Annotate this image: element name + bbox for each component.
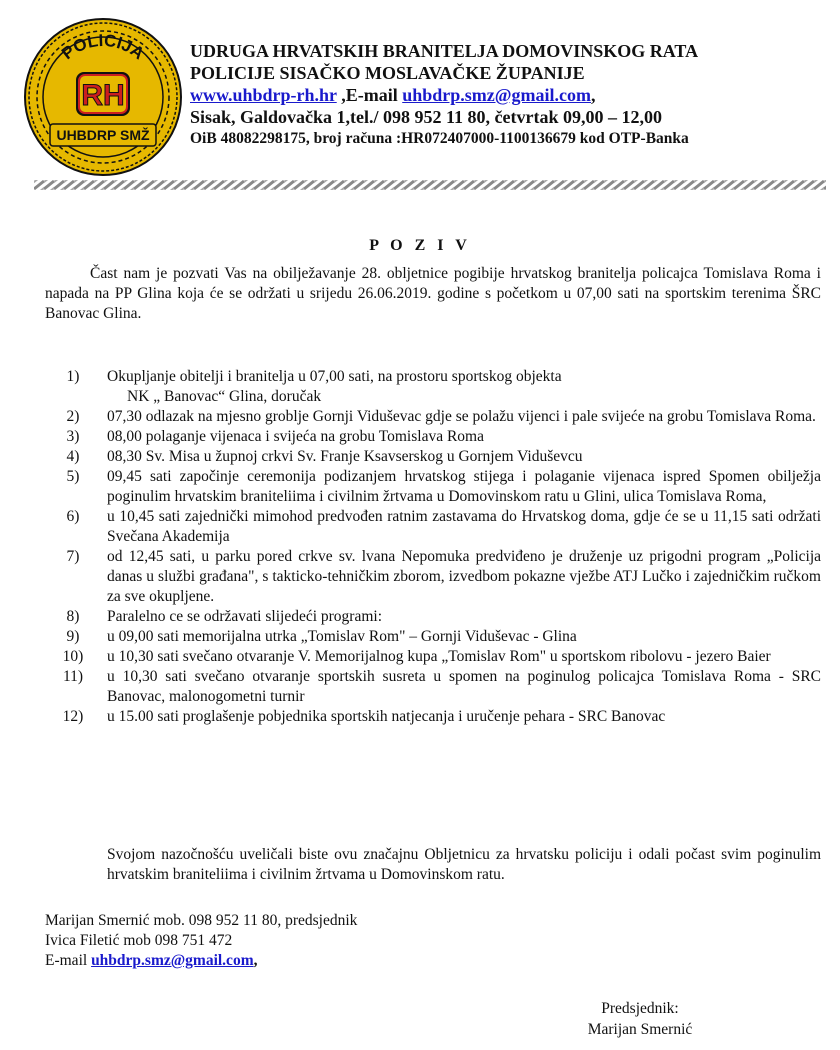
contact-email-link[interactable]: uhbdrp.smz@gmail.com: [91, 952, 254, 969]
program-item-text: 07,30 odlazak na mjesno groblje Gornji Viduševac gdje se polažu vijenci i pale svijeće na grobu Tomislava Roma.: [107, 408, 816, 425]
program-item: [45, 627, 821, 647]
program-item-number: 6): [66, 508, 80, 525]
program-item: [45, 707, 821, 727]
email-link[interactable]: uhbdrp.smz@gmail.com: [402, 85, 591, 105]
program-item-number: 1): [66, 368, 80, 385]
letterhead: [190, 40, 830, 150]
logo-bottom-text: UHBDRP SMŽ: [56, 127, 150, 143]
program-item-number: 10): [62, 648, 84, 665]
contact-email-end: ,: [253, 952, 258, 969]
program-item-text: u 10,30 sati svečano otvaranje V. Memorijalnog kupa „Tomislav Rom" u sportskom ribolovu - jezero Baier: [107, 648, 771, 665]
contact-line-end: ,: [590, 85, 596, 105]
contact-secondary: Ivica Filetić mob 098 751 472: [45, 932, 233, 949]
contacts-block: [45, 911, 545, 971]
program-item-number: 5): [66, 468, 80, 485]
signature-block: [570, 998, 710, 1040]
program-item: [45, 647, 821, 667]
program-item: [45, 427, 821, 447]
program-item: [45, 467, 821, 507]
program-item-text: 08,30 Sv. Misa u župnoj crkvi Sv. Franje Ksavserskog u Gornjem Viduševcu: [107, 448, 583, 465]
program-item: [45, 547, 821, 607]
program-item-number: 11): [62, 668, 84, 685]
contact-email-label: E-mail: [45, 952, 92, 969]
program-item: [45, 407, 821, 427]
org-name-line2: POLICIJE SISAČKO MOSLAVAČKE ŽUPANIJE: [190, 63, 585, 83]
contact-president: Marijan Smernić mob. 098 952 11 80, predsjednik: [45, 912, 358, 929]
logo-center-text: RH: [81, 79, 125, 112]
program-item: [45, 367, 821, 407]
signature-role: Predsjednik:: [601, 1000, 679, 1017]
website-link[interactable]: www.uhbdrp-rh.hr: [190, 85, 337, 105]
rope-divider: [34, 178, 826, 192]
contact-email-line: [45, 951, 545, 971]
intro-paragraph: Čast nam je pozvati Vas na obilježavanje 28. obljetnice pogibije hrvatskog branitelja policajca Tomislava Roma i napada na PP Glina koja će se održati u srijedu 26.06.2019. godine s početkom u 07,00 sati na sportskim terenima ŠRC Banovac Glina.: [45, 265, 821, 322]
program-item-text: Paralelno ce se održavati slijedeći programi:: [107, 608, 383, 625]
closing-paragraph: Svojom nazočnošću uveličali biste ovu značajnu Obljetnicu za hrvatsku policiju i odali počast svim poginulim hrvatskim braniteliima i civilnim žrtvama u Domovinskom ratu.: [107, 846, 821, 883]
program-item-continuation: NK „ Banovac“ Glina, doručak: [127, 388, 322, 405]
org-address-line: Sisak, Galdovačka 1,tel./ 098 952 11 80, četvrtak 09,00 – 12,00: [190, 107, 662, 127]
program-item-text: u 09,00 sati memorijalna utrka „Tomislav Rom" – Gornji Viduševac - Glina: [107, 628, 577, 645]
uhbdrp-logo: [22, 16, 184, 178]
program-item-number: 8): [66, 608, 80, 625]
program-item: [45, 607, 821, 627]
program-item-number: 2): [66, 408, 80, 425]
program-item-number: 3): [66, 428, 80, 445]
logo-top-text: POLICIJA: [58, 30, 148, 64]
program-list: [45, 367, 821, 727]
signature-name: Marijan Smernić: [587, 1021, 693, 1038]
org-contact-line: [190, 84, 830, 106]
org-name-line1: UDRUGA HRVATSKIH BRANITELJA DOMOVINSKOG RATA: [190, 41, 699, 61]
program-item-number: 7): [66, 548, 80, 565]
program-item-text: u 10,45 sati zajednički mimohod predvođen ratnim zastavama do Hrvatskog doma, gdje će se u 11,15 sati održati Svečana Akademija: [107, 508, 821, 545]
program-item-number: 4): [66, 448, 80, 465]
program-item-text: 08,00 polaganje vijenaca i svijeća na grobu Tomislava Roma: [107, 428, 484, 445]
program-item: [45, 507, 821, 547]
program-item: [45, 447, 821, 467]
program-item-number: 12): [62, 708, 84, 725]
program-item-text: Okupljanje obitelji i branitelja u 07,00 sati, na prostoru sportskog objekta: [107, 368, 562, 385]
program-item-text: u 15.00 sati proglašenje pobjednika sportskih natjecanja i uručenje pehara - SRC Banovac: [107, 708, 666, 725]
document-title: P O Z I V: [369, 237, 471, 254]
email-label: ,E-mail: [336, 85, 403, 105]
program-item-text: od 12,45 sati, u parku pored crkve sv. lvana Nepomuka predviđeno je druženje uz prigodni program „Policija danas u službi građana", s takticko-tehničkim zborom, izvedbom pokazne vježbe ATJ Lučko i zajedničkim ručkom za sve okupljene.: [107, 548, 821, 605]
program-item-number: 9): [66, 628, 80, 645]
program-item: [45, 667, 821, 707]
program-item-text: u 10,30 sati svečano otvaranje sportskih susreta u spomen na poginulog policajca Tomislava Roma - SRC Banovac, malonogometni turnir: [107, 668, 821, 705]
program-item-text: 09,45 sati započinje ceremonija podizanjem hrvatskog stijega i polaganie vijenaca ispred Spomen obilježja poginulim hrvatskim braniteliima i civilnim žrtvama u Domovinskom ratu u Glini, ulica Tomislava Roma,: [107, 468, 821, 505]
org-bank-line: OiB 48082298175, broj računa :HR072407000-1100136679 kod OTP-Banka: [190, 130, 689, 147]
